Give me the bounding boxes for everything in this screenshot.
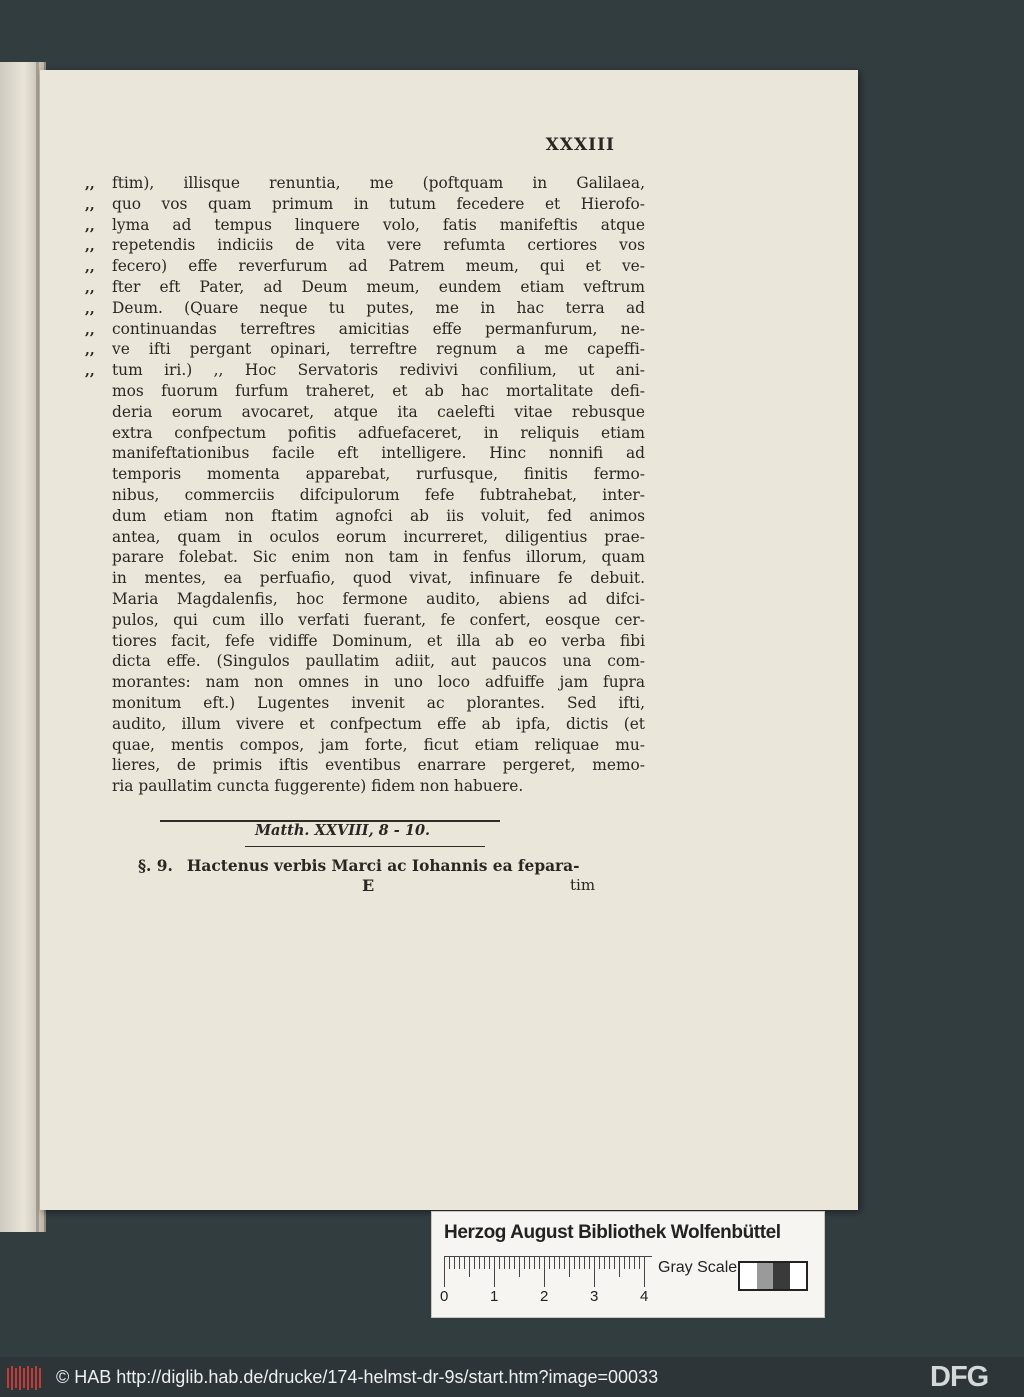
text-line [85, 507, 645, 528]
ruler-tick [639, 1257, 640, 1269]
line-text: morantes: nam non omnes in uno loco adfuiffe jam fupra [112, 673, 645, 692]
ruler-number: 0 [440, 1288, 449, 1305]
line-text: in mentes, ea perfuafio, quod vivat, infinuare fe debuit. [112, 569, 645, 588]
ruler-tick [604, 1257, 605, 1269]
ruler-tick [614, 1257, 615, 1269]
text-line [85, 569, 645, 590]
line-text: audito, illum vivere et confpectum effe ab ipfa, dictis (et [112, 714, 645, 733]
text-line [85, 590, 645, 611]
text-line [85, 444, 645, 465]
text-line [85, 361, 645, 382]
text-line [85, 652, 645, 673]
body-text [85, 174, 645, 798]
ruler-tick [514, 1257, 515, 1269]
gray-patch [790, 1263, 807, 1289]
library-name: Herzog August Bibliothek Wolfenbüttel [444, 1222, 781, 1243]
line-text: monitum eft.) Lugentes invenit ac plorantes. Sed ifti, [112, 693, 645, 712]
quote-mark: ,, [85, 176, 95, 192]
section-text: Hactenus verbis Marci ac Iohannis ea fepara- [186, 857, 580, 875]
line-text: lyma ad tempus linquere volo, fatis manifeftis atque [112, 215, 645, 234]
quote-mark: ,, [85, 279, 95, 296]
text-line [85, 340, 645, 361]
ruler-number: 1 [490, 1288, 499, 1305]
text-line [85, 756, 645, 777]
ruler-tick [509, 1257, 510, 1269]
text-line [85, 278, 645, 299]
ruler-tick [484, 1257, 485, 1269]
text-line [85, 736, 645, 757]
ruler-tick [459, 1257, 460, 1269]
quote-mark: ,, [85, 259, 95, 276]
line-text: tiores facit, fefe vidiffe Dominum, et illa ab eo verba fibi [112, 631, 645, 650]
hab-logo-icon [6, 1365, 46, 1391]
quote-mark: ,, [85, 342, 95, 359]
line-text: extra confpectum pofitis adfuefaceret, in reliquis etiam [112, 423, 645, 442]
text-line [85, 548, 645, 569]
ruler-tick [499, 1257, 500, 1269]
ruler-number: 3 [590, 1288, 599, 1305]
text-line [85, 403, 645, 424]
ruler-tick [619, 1257, 620, 1277]
section-number: §. 9. [138, 857, 173, 875]
line-text: dum etiam non ftatim agnofci ab iis voluit, fed animos [112, 506, 645, 525]
scripture-citation: Matth. XXVIII, 8 - 10. [255, 822, 431, 839]
text-line [85, 632, 645, 653]
ruler-tick [564, 1257, 565, 1269]
citation-rule-bottom [245, 846, 485, 847]
ruler-tick [494, 1257, 495, 1287]
text-line [85, 486, 645, 507]
gray-patch [740, 1263, 757, 1289]
ruler-tick [519, 1257, 520, 1277]
ruler-number: 4 [640, 1288, 649, 1305]
quote-mark: ,, [85, 217, 95, 234]
line-text: ria paullatim cuncta fuggerente) fidem non habuere. [112, 777, 524, 796]
ruler-tick [454, 1257, 455, 1269]
footer-bar [0, 1357, 1024, 1397]
ruler-tick [589, 1257, 590, 1269]
ruler-tick [444, 1257, 445, 1287]
ruler-tick [449, 1257, 450, 1269]
text-line [85, 528, 645, 549]
line-text: quae, mentis compos, jam forte, ficut etiam reliquae mu- [112, 735, 645, 754]
ruler-tick [544, 1257, 545, 1287]
line-text: temporis momenta apparebat, rurfusque, finitis fermo- [112, 465, 645, 484]
signature-mark: E [362, 876, 375, 895]
ruler-tick [464, 1257, 465, 1269]
line-text: ftim), illisque renuntia, me (poftquam in Galilaea, [112, 174, 645, 192]
text-line [85, 382, 645, 403]
text-line [85, 777, 645, 798]
ruler-tick [524, 1257, 525, 1269]
ruler-tick [559, 1257, 560, 1269]
line-text: lieres, de primis iftis eventibus enarrare pergeret, memo- [112, 756, 645, 775]
line-text: deria eorum avocaret, atque ita caelefti vitae rebusque [112, 402, 645, 421]
line-text: tum iri.) ,, Hoc Servatoris redivivi confilium, ut ani- [112, 361, 645, 380]
ruler-tick [539, 1257, 540, 1269]
ruler-tick [579, 1257, 580, 1269]
ruler-tick [569, 1257, 570, 1277]
ruler-tick [529, 1257, 530, 1269]
text-line [85, 694, 645, 715]
ruler-tick [644, 1257, 645, 1287]
line-text: fter eft Pater, ad Deum meum, eundem etiam veftrum [112, 277, 645, 296]
ruler-tick [574, 1257, 575, 1269]
line-text: mos fuorum furfum traheret, et ab hac mortalitate defi- [112, 381, 645, 400]
line-text: repetendis indiciis de vita vere refumta certiores vos [112, 236, 645, 255]
ruler-tick [549, 1257, 550, 1269]
text-line [85, 611, 645, 632]
gray-patch [773, 1263, 790, 1289]
dfg-logo: DFG [930, 1361, 989, 1393]
color-scale-card [431, 1211, 825, 1318]
text-line [85, 320, 645, 341]
line-text: quo vos quam primum in tutum fecedere et Hierofo- [112, 194, 645, 213]
ruler-tick [624, 1257, 625, 1269]
line-text: Maria Magdalenfis, hoc fermone audito, abiens ad difci- [112, 589, 645, 608]
text-line [85, 216, 645, 237]
copyright-url[interactable]: © HAB http://diglib.hab.de/drucke/174-helmst-dr-9s/start.htm?image=00033 [56, 1367, 659, 1387]
line-text: fecero) effe reverfurum ad Patrem meum, qui et ve- [112, 257, 645, 276]
gray-scale-label: Gray Scale [658, 1259, 738, 1276]
text-line [85, 257, 645, 278]
line-text: parare folebat. Sic enim non tam in fenfus illorum, quam [112, 548, 645, 567]
line-text: continuandas terreftres amicitias effe permanfurum, ne- [112, 319, 645, 338]
line-text: manifeftationibus facile eft intelligere. Hinc nonnifi ad [112, 444, 645, 463]
line-text: dicta effe. (Singulos paullatim adiit, aut paucos una com- [112, 652, 645, 671]
line-text: antea, quam in oculos eorum incurreret, diligentius prae- [112, 527, 645, 546]
ruler-tick [504, 1257, 505, 1269]
ruler-tick [599, 1257, 600, 1269]
line-text: pulos, qui cum illo verfati fuerant, fe confert, eosque cer- [112, 610, 645, 629]
ruler-tick [479, 1257, 480, 1269]
text-line [85, 299, 645, 320]
text-line [85, 174, 645, 195]
catchword: tim [570, 876, 596, 894]
ruler-tick [594, 1257, 595, 1287]
quote-mark: ,, [85, 196, 95, 213]
text-line [85, 236, 645, 257]
text-line [85, 715, 645, 736]
ruler-tick [554, 1257, 555, 1269]
line-text: Deum. (Quare neque tu putes, me in hac terra ad [112, 298, 645, 317]
quote-mark: ,, [85, 363, 95, 380]
ruler-tick [474, 1257, 475, 1269]
section-heading-line [138, 857, 603, 875]
quote-mark: ,, [85, 300, 95, 317]
gray-patch [757, 1263, 774, 1289]
ruler-tick [534, 1257, 535, 1269]
page-number: XXXIII [545, 135, 615, 155]
ruler-tick [634, 1257, 635, 1269]
ruler-number: 2 [540, 1288, 549, 1305]
text-line [85, 465, 645, 486]
text-line [85, 673, 645, 694]
text-line [85, 424, 645, 445]
line-text: nibus, commerciis difcipulorum fefe fubtrahebat, inter- [112, 485, 645, 504]
measurement-ruler [444, 1256, 652, 1287]
ruler-tick [609, 1257, 610, 1269]
ruler-tick [584, 1257, 585, 1269]
line-text: ve ifti pergant opinari, terreftre regnum a me capeffi- [112, 340, 645, 359]
text-line [85, 195, 645, 216]
quote-mark: ,, [85, 238, 95, 255]
quote-mark: ,, [85, 321, 95, 338]
ruler-tick [489, 1257, 490, 1269]
book-page [40, 70, 858, 1210]
ruler-tick [629, 1257, 630, 1269]
gray-scale-patches [738, 1261, 808, 1291]
ruler-tick [469, 1257, 470, 1277]
